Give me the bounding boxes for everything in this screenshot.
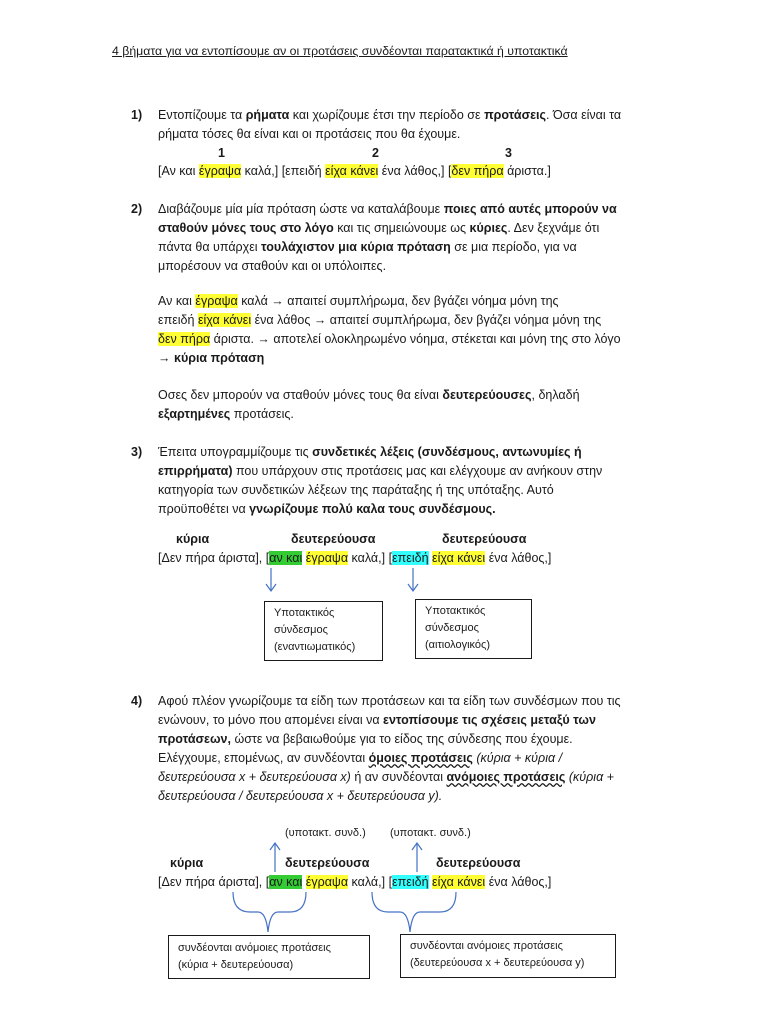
- verb-highlight: είχα κάνει: [325, 164, 379, 178]
- text: Αν και: [158, 294, 196, 308]
- clause-label-1: 1: [218, 146, 225, 160]
- box-line: συνδέονται ανόμοιες προτάσεις: [410, 940, 563, 952]
- bold-text: εξαρτημένες: [158, 407, 231, 421]
- text: [Δεν πήρα άριστα], [: [158, 875, 270, 889]
- step-4-line-1: Αφού πλέον γνωρίζουμε τα είδη των προτάσεων και τα είδη των συνδέσμων που τις: [158, 694, 621, 708]
- text: ένα λάθος → απαιτεί συμπλήρωμα, δεν βγάζει νόημα μόνη της: [251, 313, 602, 327]
- bold-text: σταθούν μόνες τους στο λόγο: [158, 221, 334, 235]
- bold-text: ποιες από αυτές μπορούν να: [443, 202, 617, 216]
- text: επειδή: [158, 313, 198, 327]
- box-line: Υποτακτικός: [274, 607, 335, 619]
- curly-brace-icon: [372, 892, 456, 932]
- verb-highlight: έγραψα: [305, 551, 349, 565]
- italic-text: (κύρια +: [565, 770, 614, 784]
- clause-label-3: 3: [505, 146, 512, 160]
- text: προτάσεις.: [230, 407, 294, 421]
- arrow-icon: →: [158, 351, 174, 365]
- text: ενώνουν, το μόνο που απομένει είναι να: [158, 713, 384, 727]
- verb-highlight: έγραψα: [195, 294, 238, 308]
- italic-text: (κύρια + κύρια /: [472, 751, 563, 765]
- conjunction-highlight: αν και: [269, 875, 303, 889]
- curly-brace-icon: [233, 892, 306, 932]
- verb-highlight: είχα κάνει: [432, 551, 486, 565]
- box-line: σύνδεσμος: [425, 622, 479, 634]
- text: πάντα θα υπάρχει: [158, 240, 262, 254]
- bold-text: κύριες: [469, 221, 508, 235]
- verb-highlight: είχα κάνει: [197, 313, 252, 327]
- text: Διαβάζουμε μία μία πρόταση ώστε να καταλάβουμε: [158, 202, 444, 216]
- subordinating-label-2: (υποτακτ. συνδ.): [390, 827, 471, 839]
- clause-label-2: 2: [372, 146, 379, 160]
- step-2-line-4: μπορέσουν να σταθούν και οι υπόλοιπες.: [158, 259, 387, 273]
- step-4-number: 4): [131, 694, 143, 708]
- bold-text: τουλάχιστον μια κύρια πρόταση: [261, 240, 451, 254]
- box-line: Υποτακτικός: [425, 605, 486, 617]
- text: Ελέγχουμε, επομένως, αν συνδέονται: [158, 751, 369, 765]
- text: , δηλαδή: [531, 388, 580, 402]
- text: . Όσα είναι τα: [546, 108, 622, 122]
- verb-highlight: είχα κάνει: [432, 875, 486, 889]
- verb-highlight: δεν πήρα: [451, 164, 504, 178]
- bold-text: συνδετικές λέξεις (συνδέσμους, αντωνυμίες ή: [312, 445, 582, 459]
- text: άριστα.]: [503, 164, 551, 178]
- text: ένα λάθος,]: [485, 551, 552, 565]
- step-1-number: 1): [131, 108, 143, 122]
- dissimilar-clauses-term: ανόμοιες προτάσεις: [446, 770, 566, 784]
- conjunction-highlight: επειδή: [392, 551, 429, 565]
- label-deutereuousa-2: δευτερεύουσα: [436, 856, 521, 870]
- bold-text: ρήματα: [245, 108, 290, 122]
- bold-text: επιρρήματα): [158, 464, 233, 478]
- box-line: συνδέονται ανόμοιες προτάσεις: [178, 942, 331, 954]
- bold-text: κύρια πρόταση: [173, 351, 265, 365]
- label-deutereuousa-1: δευτερεύουσα: [291, 532, 376, 546]
- text: καλά → απαιτεί συμπλήρωμα, δεν βγάζει νόημα μόνη της: [237, 294, 559, 308]
- bold-text: προτάσεις: [484, 108, 547, 122]
- verb-highlight: έγραψα: [305, 875, 349, 889]
- box-dissimilar-main-sub: [168, 935, 370, 979]
- box-line: σύνδεσμος: [274, 624, 328, 636]
- text: [Αν και: [158, 164, 199, 178]
- text: που υπάρχουν στις προτάσεις μας και ελέγχουμε αν ανήκουν στην: [232, 464, 603, 478]
- label-deutereuousa-1: δευτερεύουσα: [285, 856, 370, 870]
- text: [Δεν πήρα άριστα], [: [158, 551, 270, 565]
- label-kyria: κύρια: [176, 532, 210, 546]
- box-line: (δευτερεύουσα x + δευτερεύουσα y): [410, 957, 585, 969]
- box-dissimilar-sub-sub: [400, 934, 616, 978]
- step-3-number: 3): [131, 445, 143, 459]
- step-1-line-2: ρήματα τόσες θα είναι και οι προτάσεις που θα έχουμε.: [158, 127, 461, 141]
- box-line: (κύρια + δευτερεύουσα): [178, 959, 294, 971]
- italic-text: δευτερεύουσα x + δευτερεύουσα x): [158, 770, 351, 784]
- text: προϋποθέτει να: [158, 502, 250, 516]
- text: καλά,] [επειδή: [241, 164, 326, 178]
- verb-highlight: δεν πήρα: [158, 332, 211, 346]
- italic-text: δευτερεύουσα / δευτερεύουσα x + δευτερεύουσα y).: [158, 789, 443, 803]
- step-3-line-3: κατηγορία των συνδετικών λέξεων της παράταξης ή της υπόταξης. Αυτό: [158, 483, 554, 497]
- text: και χωρίζουμε έτσι την περίοδο σε: [289, 108, 485, 122]
- box-line: (αιτιολογικός): [425, 639, 491, 651]
- verb-highlight: έγραψα: [198, 164, 242, 178]
- label-deutereuousa-2: δευτερεύουσα: [442, 532, 527, 546]
- text: ένα λάθος,] [: [378, 164, 452, 178]
- text: ένα λάθος,]: [485, 875, 552, 889]
- similar-clauses-term: όμοιες προτάσεις: [368, 751, 473, 765]
- text: σε μια περίοδο, για να: [450, 240, 577, 254]
- box-line: (εναντιωματικός): [274, 641, 356, 653]
- bold-text: γνωρίζουμε πολύ καλα τους συνδέσμους.: [249, 502, 496, 516]
- text: ή αν συνδέονται: [350, 770, 447, 784]
- text: άριστα. → αποτελεί ολοκληρωμένο νόημα, στέκεται και μόνη της στο λόγο: [210, 332, 621, 346]
- text: Οσες δεν μπορούν να σταθούν μόνες τους θα είναι: [158, 388, 443, 402]
- text: Εντοπίζουμε τα: [158, 108, 246, 122]
- conjunction-highlight: αν και: [269, 551, 303, 565]
- text: Έπειτα υπογραμμίζουμε τις: [158, 445, 313, 459]
- bold-text: δευτερεύουσες: [442, 388, 532, 402]
- step-2-number: 2): [131, 202, 143, 216]
- text: καλά,] [: [348, 875, 393, 889]
- bold-text: προτάσεων,: [158, 732, 231, 746]
- text: . Δεν ξεχνάμε ότι: [507, 221, 600, 235]
- bold-text: εντοπίσουμε τις σχέσεις μεταξύ των: [383, 713, 596, 727]
- page-title: 4 βήματα για να εντοπίσουμε αν οι προτάσεις συνδέονται παρατακτικά ή υποτακτικά: [112, 44, 568, 58]
- text: και τις σημειώνουμε ως: [333, 221, 470, 235]
- label-kyria: κύρια: [170, 856, 204, 870]
- conjunction-highlight: επειδή: [392, 875, 429, 889]
- text: ώστε να βεβαιωθούμε για το είδος της σύνδεσης που έχουμε.: [230, 732, 573, 746]
- subordinating-label-1: (υποτακτ. συνδ.): [285, 827, 366, 839]
- text: καλά,] [: [348, 551, 393, 565]
